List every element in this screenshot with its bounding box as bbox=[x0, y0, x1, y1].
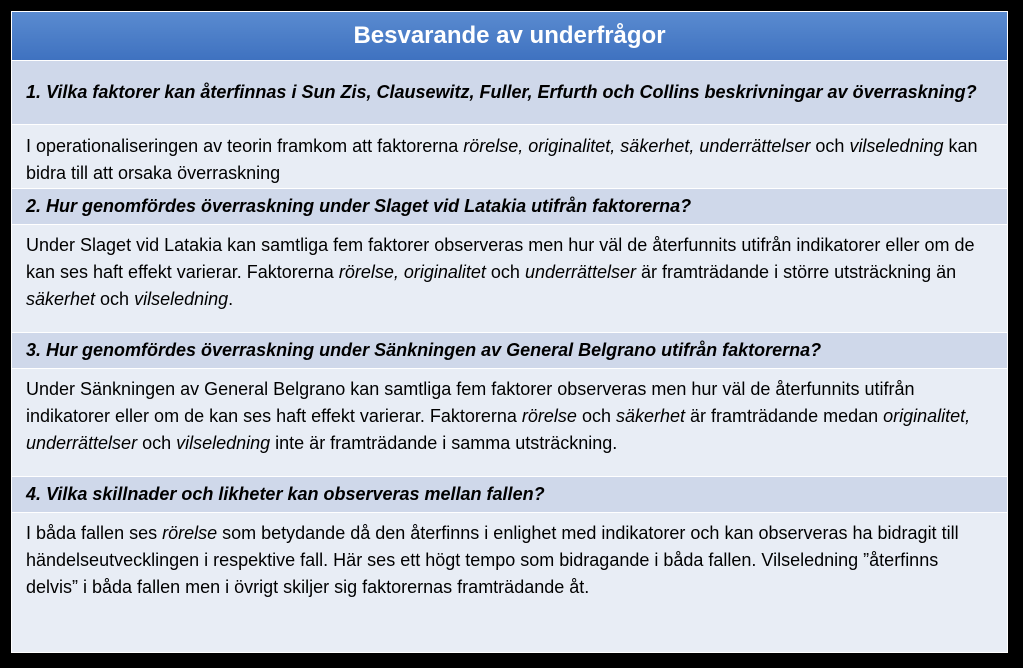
subquestions-table bbox=[11, 11, 1008, 653]
answer-emphasis-text: vilseledning bbox=[176, 433, 271, 453]
answer-text: och bbox=[576, 406, 616, 426]
question-4: 4. Vilka skillnader och likheter kan observeras mellan fallen? bbox=[12, 477, 1007, 513]
answer-text: . bbox=[228, 289, 234, 309]
answer-emphasis-text: rörelse bbox=[162, 523, 218, 543]
answer-emphasis-text: underrättelser bbox=[524, 262, 636, 282]
answer-text: är framträdande medan bbox=[685, 406, 884, 426]
question-1: 1. Vilka faktorer kan återfinnas i Sun Zis, Clausewitz, Fuller, Erfurth och Collins beskrivningar av överraskning? bbox=[12, 61, 1007, 125]
question-3: 3. Hur genomfördes överraskning under Sänkningen av General Belgrano utifrån faktorerna? bbox=[12, 333, 1007, 369]
answer-2 bbox=[12, 225, 1007, 333]
answer-emphasis-text: originalitet, underrättelser bbox=[26, 406, 971, 453]
answer-text: är framträdande i större utsträckning än bbox=[636, 262, 957, 282]
answer-text: och bbox=[95, 289, 135, 309]
answer-emphasis-text: vilseledning bbox=[134, 289, 229, 309]
answer-text: Under Slaget vid Latakia kan samtliga fem faktorer observeras men hur väl de återfunnits utifrån indikatorer eller om de kan ses haft effekt varierar. Faktorerna bbox=[26, 235, 975, 282]
answer-emphasis-text: rörelse, originalitet bbox=[338, 262, 486, 282]
answer-emphasis-text: vilseledning bbox=[849, 136, 944, 156]
answer-text: Under Sänkningen av General Belgrano kan samtliga fem faktorer observeras men hur väl de återfunnits utifrån indikatorer eller om de kan ses haft effekt varierar. Faktorerna bbox=[26, 379, 915, 426]
answer-emphasis-text: säkerhet bbox=[26, 289, 96, 309]
answer-emphasis-text: rörelse, originalitet, säkerhet, underrättelser bbox=[463, 136, 811, 156]
answer-3 bbox=[12, 369, 1007, 477]
answer-text: I båda fallen ses bbox=[26, 523, 163, 543]
answer-emphasis-text: säkerhet bbox=[615, 406, 686, 426]
answer-text: och bbox=[810, 136, 850, 156]
answer-text: som betydande då den återfinns i enlighet med indikatorer och kan observeras ha bidragit till händelseutvecklingen i respektive fall. Här ses ett högt tempo som bidragande i båda fallen. Vilseledning ”återfinns delvis” i båda fallen men i övrigt skiljer sig faktorernas framträdande åt. bbox=[26, 523, 959, 597]
answer-text: och bbox=[137, 433, 177, 453]
answer-text: inte är framträdande i samma utsträckning. bbox=[270, 433, 618, 453]
answer-emphasis-text: rörelse bbox=[521, 406, 577, 426]
answer-4 bbox=[12, 513, 1007, 652]
answer-1 bbox=[12, 125, 1007, 189]
answer-text: kan bidra till att orsaka överraskning bbox=[26, 136, 978, 183]
question-2: 2. Hur genomfördes överraskning under Slaget vid Latakia utifrån faktorerna? bbox=[12, 189, 1007, 225]
table-title: Besvarande av underfrågor bbox=[12, 12, 1007, 61]
answer-text: I operationaliseringen av teorin framkom att faktorerna bbox=[26, 136, 464, 156]
answer-text: och bbox=[485, 262, 525, 282]
